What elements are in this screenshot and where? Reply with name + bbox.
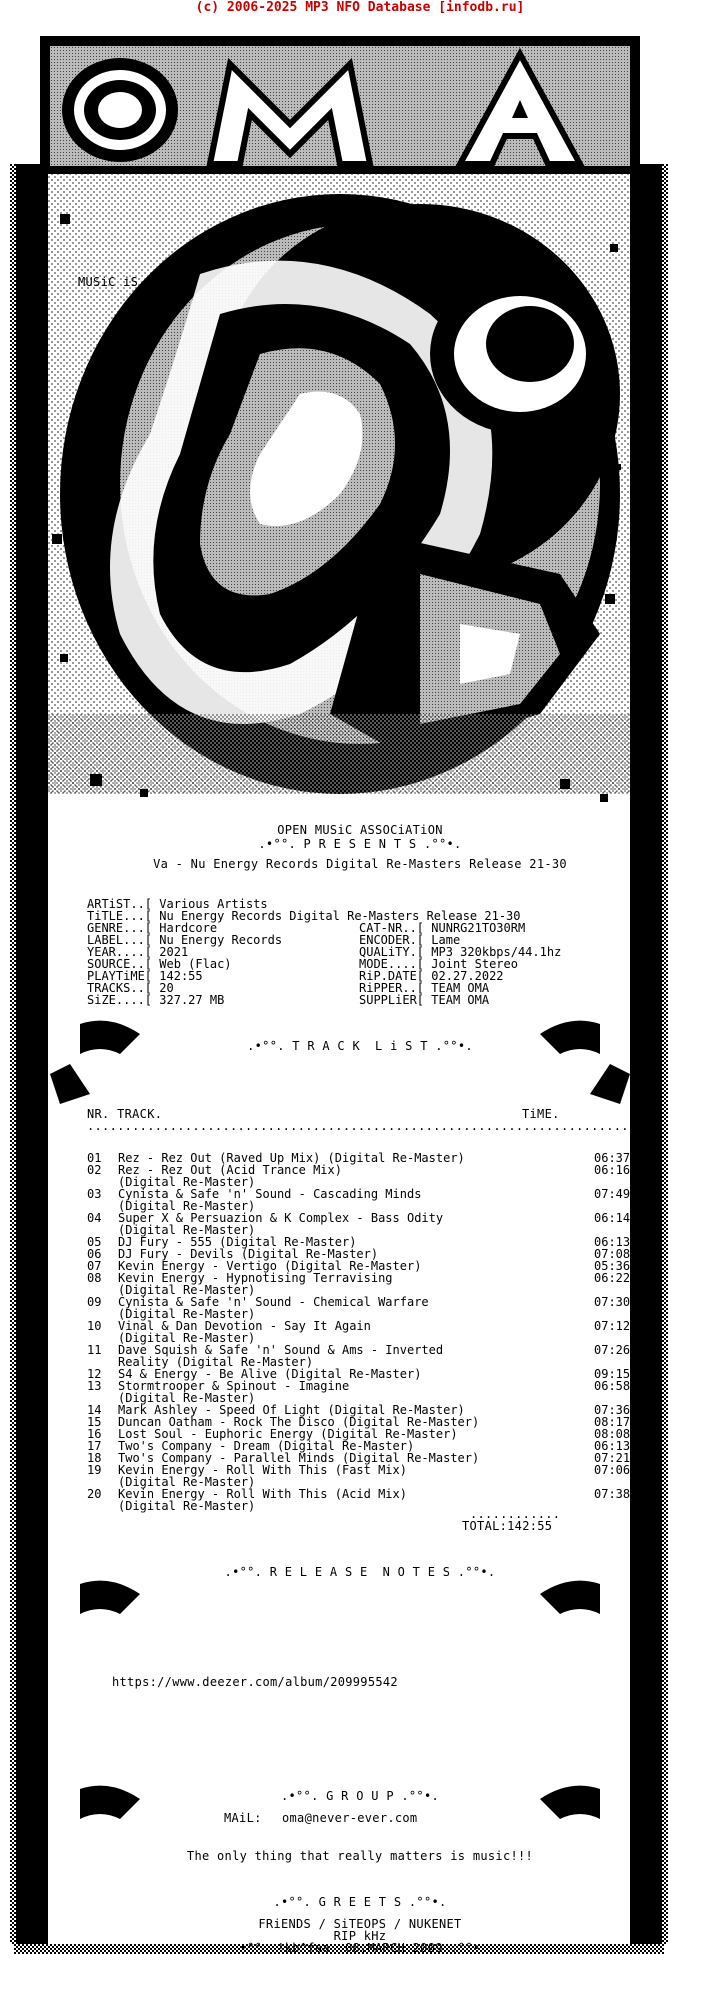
track-time: 07:26	[594, 1343, 631, 1357]
tracklist-divider: .........................................................................	[87, 1120, 637, 1132]
release-url[interactable]: https://www.deezer.com/album/209995542	[112, 1675, 398, 1689]
track-subtitle: (Digital Re-Master)	[118, 1499, 256, 1513]
track-subtitle: Reality (Digital Re-Master)	[118, 1355, 314, 1369]
mail-address[interactable]: oma@never-ever.com	[282, 1811, 418, 1825]
org-name: OPEN MUSiC ASSOCiATiON	[277, 823, 443, 837]
track-subtitle: (Digital Re-Master)	[118, 1283, 256, 1297]
track-subtitle: (Digital Re-Master)	[118, 1223, 256, 1237]
track-title: DJ Fury - Devils (Digital Re-Master)	[118, 1247, 379, 1261]
track-time: 07:36	[594, 1403, 631, 1417]
track-number: 16	[87, 1427, 102, 1441]
greets-line-2: RIP kHz	[333, 1929, 387, 1943]
track-subtitle: (Digital Re-Master)	[118, 1331, 256, 1345]
track-number: 09	[87, 1295, 102, 1309]
info-row-left: TRACKS..[ 20	[87, 981, 174, 995]
release-title: Va - Nu Energy Records Digital Re-Masters Release 21-30	[153, 857, 567, 871]
track-title: Stormtrooper & Spinout - Imagine	[118, 1379, 350, 1393]
oma-logo-artwork	[0, 14, 720, 2004]
track-title: Kevin Energy - Vertigo (Digital Re-Master)	[118, 1259, 422, 1273]
track-number: 14	[87, 1403, 102, 1417]
info-row-right: ENCODER.[ Lame	[359, 933, 461, 947]
track-time: 07:06	[594, 1463, 631, 1477]
presents-heading: .•°°. P R E S E N T S .°°•.	[258, 837, 462, 851]
info-row-right: SUPPLiER[ TEAM OMA	[359, 993, 490, 1007]
total-dots: ............	[470, 1507, 561, 1521]
greets-line-1: FRiENDS / SiTEOPS / NUKENET	[258, 1917, 462, 1931]
track-title: Kevin Energy - Roll With This (Fast Mix)	[118, 1463, 407, 1477]
track-time: 06:22	[594, 1271, 631, 1285]
track-time: 07:21	[594, 1451, 631, 1465]
track-title: Duncan Oatham - Rock The Disco (Digital Re-Master)	[118, 1415, 480, 1429]
signature: •°°. !kb^faa 08.MARCH 2009 .°°•	[239, 1941, 481, 1955]
info-row-right: CAT-NR..[ NUNRG21TO30RM	[359, 921, 526, 935]
track-title: Lost Soul - Euphoric Energy (Digital Re-Master)	[118, 1427, 458, 1441]
info-row-right: RiPPER..[ TEAM OMA	[359, 981, 490, 995]
col-nr-track: NR. TRACK.	[87, 1107, 163, 1121]
track-time: 07:30	[594, 1295, 631, 1309]
info-row-left: YEAR....[ 2021	[87, 945, 189, 959]
info-row-right: RiP.DATE[ 02.27.2022	[359, 969, 504, 983]
info-row-right: MODE....[ Joint Stereo	[359, 957, 518, 971]
track-title: Cynista & Safe 'n' Sound - Cascading Minds	[118, 1187, 422, 1201]
track-number: 03	[87, 1187, 102, 1201]
info-row-left: SiZE....[ 327.27 MB	[87, 993, 225, 1007]
track-time: 06:13	[594, 1235, 631, 1249]
track-title: Two's Company - Parallel Minds (Digital Re-Master)	[118, 1451, 480, 1465]
track-number: 06	[87, 1247, 102, 1261]
track-number: 15	[87, 1415, 102, 1429]
col-time: TiME.	[522, 1107, 560, 1121]
logo-letters	[40, 36, 640, 176]
track-number: 12	[87, 1367, 102, 1381]
notes-heading: .•°°. R E L E A S E N O T E S .°°•.	[224, 1565, 496, 1579]
total-playtime: TOTAL:142:55	[462, 1519, 553, 1533]
track-time: 06:58	[594, 1379, 631, 1393]
info-row-left: GENRE...[ Hardcore	[87, 921, 218, 935]
track-title: Cynista & Safe 'n' Sound - Chemical Warfare	[118, 1295, 429, 1309]
info-row-left: PLAYTiME[ 142:55	[87, 969, 203, 983]
track-subtitle: (Digital Re-Master)	[118, 1199, 256, 1213]
track-subtitle: (Digital Re-Master)	[118, 1307, 256, 1321]
track-number: 17	[87, 1439, 102, 1453]
track-title: Vinal & Dan Devotion - Say It Again	[118, 1319, 371, 1333]
track-subtitle: (Digital Re-Master)	[118, 1175, 256, 1189]
group-motto: The only thing that really matters is music!!!	[186, 1849, 534, 1863]
info-row-left: LABEL...[ Nu Energy Records	[87, 933, 283, 947]
track-subtitle: (Digital Re-Master)	[118, 1391, 256, 1405]
track-time: 09:15	[594, 1367, 631, 1381]
tagline: MUSiC iS LiFE!!!	[78, 275, 199, 289]
mail-label: MAiL:	[224, 1811, 262, 1825]
site-credit: (c) 2006-2025 MP3 NFO Database [infodb.ru]	[195, 0, 525, 15]
track-title: Rez - Rez Out (Raved Up Mix) (Digital Re-Master)	[118, 1151, 465, 1165]
track-number: 13	[87, 1379, 102, 1393]
tracklist-ornaments	[50, 1021, 630, 1104]
track-time: 07:12	[594, 1319, 631, 1333]
track-number: 04	[87, 1211, 102, 1225]
track-time: 06:37	[594, 1151, 631, 1165]
track-time: 05:36	[594, 1259, 631, 1273]
track-title: Mark Ashley - Speed Of Light (Digital Re-Master)	[118, 1403, 465, 1417]
info-row-left: ARTiST..[ Various Artists	[87, 897, 268, 911]
notes-ornaments	[80, 1581, 600, 1614]
track-time: 07:38	[594, 1487, 631, 1501]
tracklist-heading: .•°°. T R A C K L i S T .°°•.	[247, 1039, 473, 1053]
track-number: 02	[87, 1163, 102, 1177]
info-row-right: QUALiTY.[ MP3 320kbps/44.1hz	[359, 945, 562, 959]
track-number: 07	[87, 1259, 102, 1273]
track-time: 06:14	[594, 1211, 631, 1225]
track-time: 07:49	[594, 1187, 631, 1201]
track-title: Super X & Persuazion & K Complex - Bass Odity	[118, 1211, 444, 1225]
track-title: Two's Company - Dream (Digital Re-Master)	[118, 1439, 415, 1453]
track-number: 05	[87, 1235, 102, 1249]
group-heading: .•°°. G R O U P .°°•.	[280, 1789, 440, 1803]
track-number: 20	[87, 1487, 102, 1501]
info-row-left: TiTLE...[ Nu Energy Records Digital Re-Masters Release 21-30	[87, 909, 521, 923]
track-subtitle: (Digital Re-Master)	[118, 1475, 256, 1489]
track-time: 08:08	[594, 1427, 631, 1441]
track-number: 10	[87, 1319, 102, 1333]
track-number: 19	[87, 1463, 102, 1477]
crescent-artwork	[48, 174, 630, 794]
track-time: 08:17	[594, 1415, 631, 1429]
track-time: 06:13	[594, 1439, 631, 1453]
track-time: 07:08	[594, 1247, 631, 1261]
track-title: Rez - Rez Out (Acid Trance Mix)	[118, 1163, 342, 1177]
track-number: 08	[87, 1271, 102, 1285]
track-title: S4 & Energy - Be Alive (Digital Re-Master)	[118, 1367, 422, 1381]
track-title: Kevin Energy - Hypnotising Terravising	[118, 1271, 393, 1285]
track-title: DJ Fury - 555 (Digital Re-Master)	[118, 1235, 357, 1249]
track-title: Dave Squish & Safe 'n' Sound & Ams - Inverted	[118, 1343, 444, 1357]
greets-heading: .•°°. G R E E T S .°°•.	[273, 1895, 447, 1909]
track-number: 01	[87, 1151, 102, 1165]
info-row-left: SOURCE..[ Web (Flac)	[87, 957, 232, 971]
track-number: 11	[87, 1343, 102, 1357]
track-title: Kevin Energy - Roll With This (Acid Mix)	[118, 1487, 407, 1501]
track-number: 18	[87, 1451, 102, 1465]
track-time: 06:16	[594, 1163, 631, 1177]
